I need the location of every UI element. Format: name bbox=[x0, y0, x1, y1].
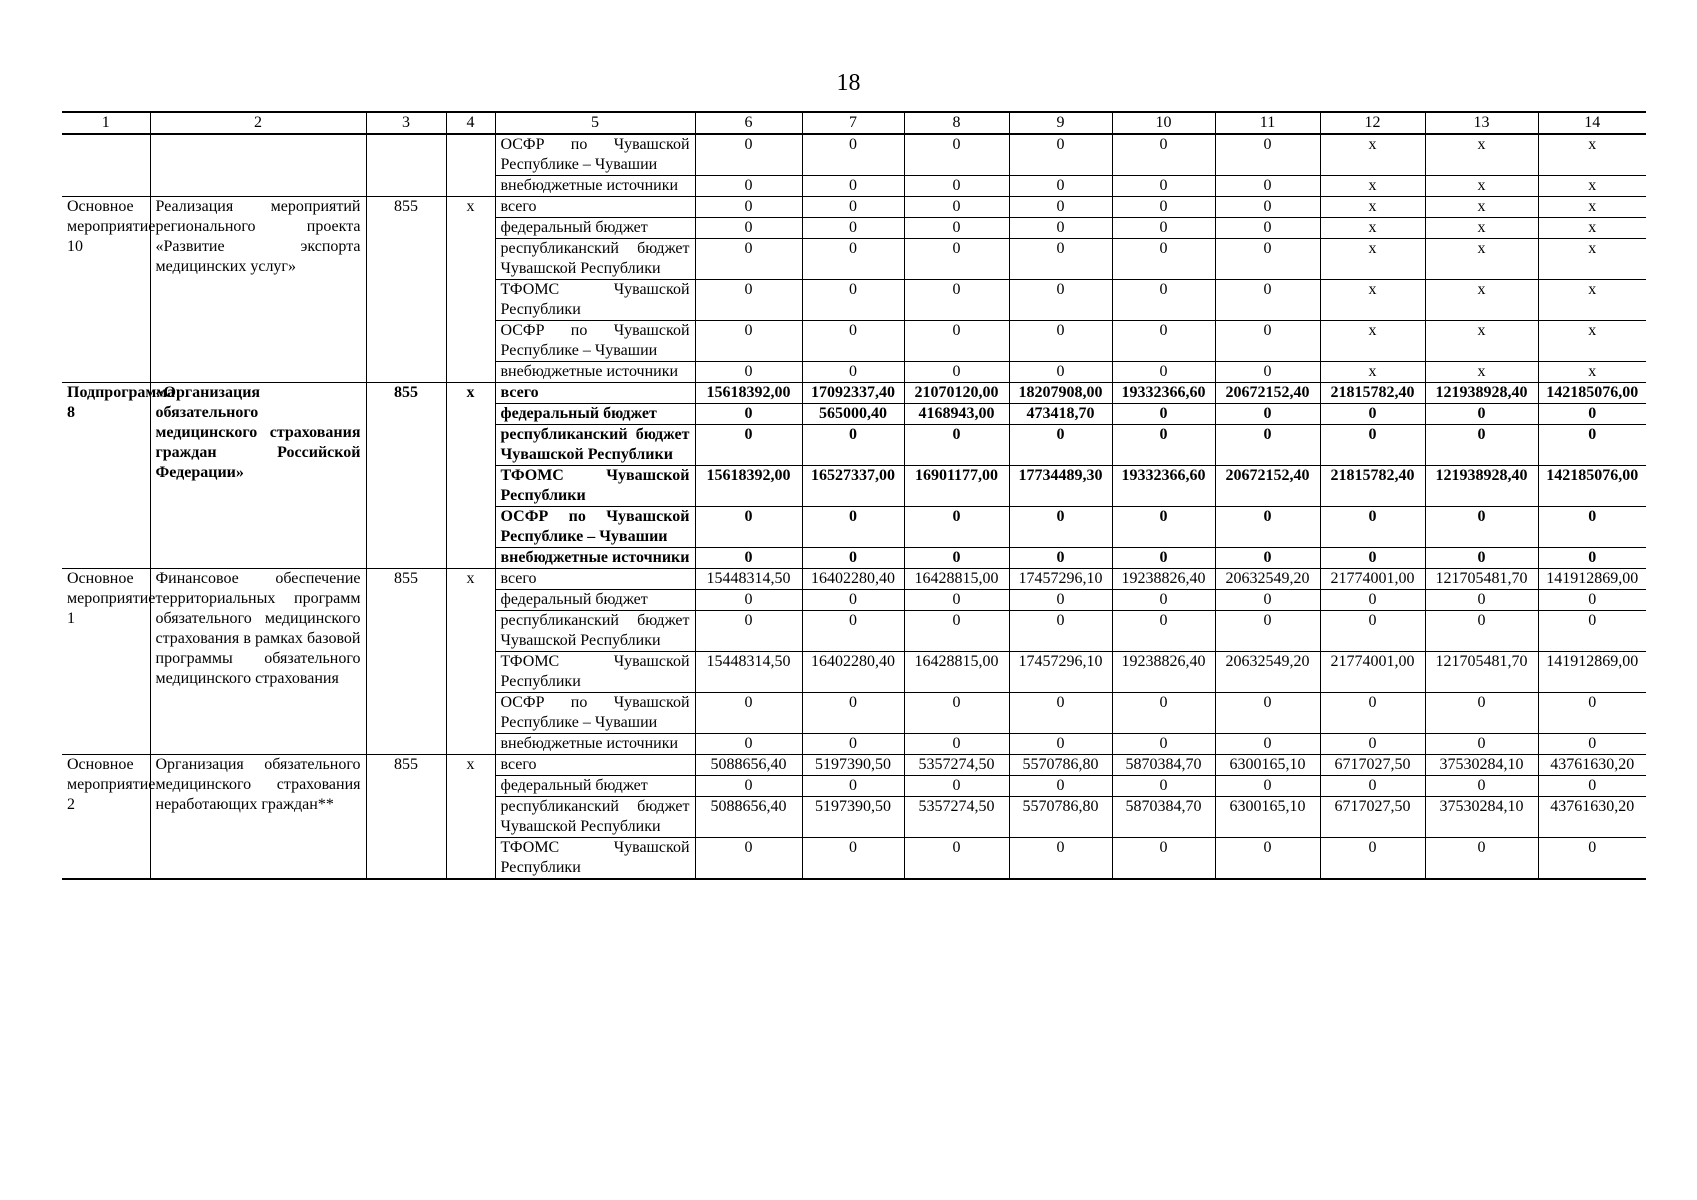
amount-cell: 6300165,10 bbox=[1215, 755, 1320, 776]
amount-cell: 5197390,50 bbox=[802, 797, 904, 838]
amount-cell: 0 bbox=[695, 197, 802, 218]
amount-cell: 5870384,70 bbox=[1112, 755, 1215, 776]
amount-cell: 0 bbox=[904, 507, 1009, 548]
funding-source-cell: федеральный бюджет bbox=[495, 590, 695, 611]
amount-cell: 0 bbox=[1425, 693, 1538, 734]
amount-cell: 0 bbox=[695, 218, 802, 239]
amount-cell: 0 bbox=[1320, 611, 1425, 652]
amount-cell: 0 bbox=[1215, 425, 1320, 466]
amount-cell: 6717027,50 bbox=[1320, 755, 1425, 776]
amount-cell: 0 bbox=[802, 362, 904, 383]
amount-cell: 0 bbox=[1009, 776, 1112, 797]
funding-source-cell: всего bbox=[495, 383, 695, 404]
amount-cell: 0 bbox=[1538, 838, 1646, 880]
amount-cell: 18207908,00 bbox=[1009, 383, 1112, 404]
amount-cell: 17734489,30 bbox=[1009, 466, 1112, 507]
amount-cell: x bbox=[1320, 280, 1425, 321]
funding-source-cell: внебюджетные источники bbox=[495, 362, 695, 383]
amount-cell: 0 bbox=[904, 734, 1009, 755]
funding-source-cell: ОСФР по Чувашской Республике – Чувашии bbox=[495, 134, 695, 176]
amount-cell: 0 bbox=[1009, 693, 1112, 734]
amount-cell: 0 bbox=[1009, 197, 1112, 218]
amount-cell: 0 bbox=[1112, 507, 1215, 548]
amount-cell: 0 bbox=[695, 134, 802, 176]
amount-cell: 0 bbox=[695, 838, 802, 880]
amount-cell: 0 bbox=[1112, 548, 1215, 569]
column-number-cell: 9 bbox=[1009, 112, 1112, 134]
amount-cell: 5357274,50 bbox=[904, 755, 1009, 776]
amount-cell: 121938928,40 bbox=[1425, 466, 1538, 507]
amount-cell: 0 bbox=[695, 693, 802, 734]
amount-cell: 20672152,40 bbox=[1215, 383, 1320, 404]
code-cell: 855 bbox=[366, 569, 446, 755]
program-name-cell: Финансовое обеспечение территориальных программ обязательного медицинского страхования в рамках базовой программы обязательного медицинского страхования bbox=[150, 569, 366, 755]
amount-cell: 19332366,60 bbox=[1112, 383, 1215, 404]
amount-cell: 0 bbox=[1215, 838, 1320, 880]
amount-cell: 19332366,60 bbox=[1112, 466, 1215, 507]
funding-source-cell: ОСФР по Чувашской Республике – Чувашии bbox=[495, 693, 695, 734]
amount-cell: 17092337,40 bbox=[802, 383, 904, 404]
amount-cell: 0 bbox=[904, 197, 1009, 218]
amount-cell: 0 bbox=[1112, 321, 1215, 362]
amount-cell: 19238826,40 bbox=[1112, 652, 1215, 693]
amount-cell: 0 bbox=[802, 776, 904, 797]
name-cell bbox=[150, 134, 366, 197]
amount-cell: 0 bbox=[1320, 734, 1425, 755]
amount-cell: 121938928,40 bbox=[1425, 383, 1538, 404]
amount-cell: 0 bbox=[1009, 280, 1112, 321]
funding-source-cell: внебюджетные источники bbox=[495, 176, 695, 197]
amount-cell: 0 bbox=[802, 548, 904, 569]
amount-cell: 141912869,00 bbox=[1538, 652, 1646, 693]
column-number-cell: 13 bbox=[1425, 112, 1538, 134]
amount-cell: 142185076,00 bbox=[1538, 383, 1646, 404]
amount-cell: 0 bbox=[1009, 134, 1112, 176]
amount-cell: 565000,40 bbox=[802, 404, 904, 425]
table-body bbox=[62, 112, 1646, 879]
amount-cell: 0 bbox=[1425, 734, 1538, 755]
column-number-cell: 5 bbox=[495, 112, 695, 134]
amount-cell: 0 bbox=[1112, 776, 1215, 797]
amount-cell: x bbox=[1320, 239, 1425, 280]
amount-cell: 37530284,10 bbox=[1425, 797, 1538, 838]
amount-cell: 19238826,40 bbox=[1112, 569, 1215, 590]
funding-source-cell: внебюджетные источники bbox=[495, 734, 695, 755]
amount-cell: 20672152,40 bbox=[1215, 466, 1320, 507]
amount-cell: 4168943,00 bbox=[904, 404, 1009, 425]
amount-cell: 0 bbox=[695, 776, 802, 797]
column-number-row bbox=[62, 112, 1646, 134]
amount-cell: 142185076,00 bbox=[1538, 466, 1646, 507]
amount-cell: x bbox=[1538, 218, 1646, 239]
funding-source-cell: ТФОМС Чувашской Республики bbox=[495, 280, 695, 321]
column-number-cell: 1 bbox=[62, 112, 150, 134]
funding-source-cell: федеральный бюджет bbox=[495, 218, 695, 239]
amount-cell: 0 bbox=[802, 425, 904, 466]
amount-cell: 0 bbox=[695, 176, 802, 197]
column-number-cell: 14 bbox=[1538, 112, 1646, 134]
amount-cell: 0 bbox=[802, 693, 904, 734]
column-number-cell: 6 bbox=[695, 112, 802, 134]
amount-cell: 5088656,40 bbox=[695, 797, 802, 838]
funding-source-cell: ОСФР по Чувашской Республике – Чувашии bbox=[495, 321, 695, 362]
amount-cell: x bbox=[1538, 134, 1646, 176]
amount-cell: 0 bbox=[904, 176, 1009, 197]
amount-cell: 0 bbox=[802, 321, 904, 362]
table-row bbox=[62, 197, 1646, 218]
amount-cell: 0 bbox=[1009, 734, 1112, 755]
column-number-cell: 4 bbox=[446, 112, 495, 134]
column-number-cell: 2 bbox=[150, 112, 366, 134]
amount-cell: x bbox=[1538, 321, 1646, 362]
amount-cell: 21070120,00 bbox=[904, 383, 1009, 404]
amount-cell: 0 bbox=[1215, 507, 1320, 548]
amount-cell: 0 bbox=[1320, 507, 1425, 548]
amount-cell: x bbox=[1320, 362, 1425, 383]
program-status-cell: Подпрограмма 8 bbox=[62, 383, 150, 569]
amount-cell: 5570786,80 bbox=[1009, 797, 1112, 838]
amount-cell: 0 bbox=[1215, 548, 1320, 569]
amount-cell: x bbox=[1320, 197, 1425, 218]
column-number-cell: 11 bbox=[1215, 112, 1320, 134]
amount-cell: 0 bbox=[1320, 838, 1425, 880]
funding-source-cell: ТФОМС Чувашской Республики bbox=[495, 466, 695, 507]
amount-cell: 0 bbox=[904, 280, 1009, 321]
table-row bbox=[62, 383, 1646, 404]
funding-source-cell: ТФОМС Чувашской Республики bbox=[495, 652, 695, 693]
amount-cell: 0 bbox=[1320, 776, 1425, 797]
amount-cell: x bbox=[1425, 218, 1538, 239]
code-cell bbox=[446, 134, 495, 197]
amount-cell: 0 bbox=[1215, 239, 1320, 280]
amount-cell: x bbox=[1425, 239, 1538, 280]
amount-cell: 15448314,50 bbox=[695, 652, 802, 693]
funding-source-cell: республиканский бюджет Чувашской Республики bbox=[495, 611, 695, 652]
amount-cell: 0 bbox=[1009, 838, 1112, 880]
amount-cell: 16527337,00 bbox=[802, 466, 904, 507]
amount-cell: 5357274,50 bbox=[904, 797, 1009, 838]
amount-cell: 0 bbox=[1112, 611, 1215, 652]
amount-cell: x bbox=[1425, 197, 1538, 218]
code-cell: x bbox=[446, 569, 495, 755]
amount-cell: 0 bbox=[1112, 734, 1215, 755]
amount-cell: 37530284,10 bbox=[1425, 755, 1538, 776]
funding-source-cell: республиканский бюджет Чувашской Республики bbox=[495, 239, 695, 280]
amount-cell: 0 bbox=[904, 239, 1009, 280]
funding-source-cell: всего bbox=[495, 755, 695, 776]
amount-cell: x bbox=[1425, 280, 1538, 321]
amount-cell: 0 bbox=[1425, 590, 1538, 611]
amount-cell: x bbox=[1425, 134, 1538, 176]
amount-cell: 16402280,40 bbox=[802, 652, 904, 693]
program-name-cell: «Организация обязательного медицинского страхования граждан Российской Федерации» bbox=[150, 383, 366, 569]
amount-cell: 0 bbox=[1112, 838, 1215, 880]
amount-cell: 0 bbox=[1112, 404, 1215, 425]
amount-cell: 0 bbox=[802, 134, 904, 176]
amount-cell: 0 bbox=[1009, 321, 1112, 362]
amount-cell: 5570786,80 bbox=[1009, 755, 1112, 776]
amount-cell: 17457296,10 bbox=[1009, 652, 1112, 693]
amount-cell: 121705481,70 bbox=[1425, 569, 1538, 590]
amount-cell: 15448314,50 bbox=[695, 569, 802, 590]
amount-cell: 141912869,00 bbox=[1538, 569, 1646, 590]
amount-cell: 5197390,50 bbox=[802, 755, 904, 776]
amount-cell: 43761630,20 bbox=[1538, 755, 1646, 776]
program-name-cell: Реализация мероприятий регионального проекта «Развитие экспорта медицинских услуг» bbox=[150, 197, 366, 383]
code-cell bbox=[366, 134, 446, 197]
amount-cell: 0 bbox=[802, 590, 904, 611]
amount-cell: 0 bbox=[1425, 507, 1538, 548]
amount-cell: x bbox=[1425, 321, 1538, 362]
amount-cell: 0 bbox=[1538, 425, 1646, 466]
amount-cell: x bbox=[1320, 218, 1425, 239]
code-cell: x bbox=[446, 755, 495, 880]
amount-cell: 0 bbox=[1425, 776, 1538, 797]
amount-cell: 0 bbox=[802, 280, 904, 321]
amount-cell: 0 bbox=[1215, 321, 1320, 362]
funding-source-cell: федеральный бюджет bbox=[495, 404, 695, 425]
amount-cell: 0 bbox=[802, 734, 904, 755]
amount-cell: 0 bbox=[904, 362, 1009, 383]
amount-cell: 0 bbox=[1320, 404, 1425, 425]
amount-cell: 473418,70 bbox=[1009, 404, 1112, 425]
table-row bbox=[62, 569, 1646, 590]
amount-cell: 17457296,10 bbox=[1009, 569, 1112, 590]
amount-cell: 0 bbox=[1215, 134, 1320, 176]
amount-cell: x bbox=[1425, 176, 1538, 197]
amount-cell: x bbox=[1538, 239, 1646, 280]
amount-cell: 0 bbox=[1215, 218, 1320, 239]
amount-cell: 0 bbox=[1112, 362, 1215, 383]
amount-cell: x bbox=[1425, 362, 1538, 383]
amount-cell: 0 bbox=[695, 507, 802, 548]
amount-cell: 0 bbox=[1538, 548, 1646, 569]
amount-cell: 0 bbox=[695, 590, 802, 611]
program-name-cell: Организация обязательного медицинского страхования неработающих граждан** bbox=[150, 755, 366, 880]
amount-cell: 16901177,00 bbox=[904, 466, 1009, 507]
program-status-cell: Основное мероприятие 2 bbox=[62, 755, 150, 880]
amount-cell: 0 bbox=[1112, 280, 1215, 321]
amount-cell: 20632549,20 bbox=[1215, 569, 1320, 590]
amount-cell: 0 bbox=[1320, 693, 1425, 734]
column-number-cell: 8 bbox=[904, 112, 1009, 134]
amount-cell: 0 bbox=[695, 239, 802, 280]
amount-cell: 0 bbox=[1112, 425, 1215, 466]
column-number-cell: 3 bbox=[366, 112, 446, 134]
amount-cell: 0 bbox=[695, 280, 802, 321]
amount-cell: 0 bbox=[802, 507, 904, 548]
amount-cell: 0 bbox=[1538, 590, 1646, 611]
amount-cell: x bbox=[1320, 176, 1425, 197]
amount-cell: 0 bbox=[904, 425, 1009, 466]
amount-cell: 0 bbox=[1215, 197, 1320, 218]
amount-cell: 0 bbox=[1215, 176, 1320, 197]
amount-cell: 0 bbox=[802, 611, 904, 652]
status-cell bbox=[62, 134, 150, 197]
amount-cell: 0 bbox=[1538, 693, 1646, 734]
amount-cell: 0 bbox=[1112, 218, 1215, 239]
amount-cell: 0 bbox=[1009, 218, 1112, 239]
amount-cell: 21815782,40 bbox=[1320, 466, 1425, 507]
amount-cell: 0 bbox=[1009, 548, 1112, 569]
amount-cell: 0 bbox=[1320, 548, 1425, 569]
amount-cell: 0 bbox=[1009, 176, 1112, 197]
amount-cell: 0 bbox=[1215, 776, 1320, 797]
amount-cell: x bbox=[1538, 362, 1646, 383]
amount-cell: 0 bbox=[802, 176, 904, 197]
amount-cell: 20632549,20 bbox=[1215, 652, 1320, 693]
amount-cell: 0 bbox=[802, 239, 904, 280]
amount-cell: 0 bbox=[1215, 590, 1320, 611]
table-row bbox=[62, 755, 1646, 776]
amount-cell: 0 bbox=[695, 321, 802, 362]
table-row bbox=[62, 134, 1646, 176]
amount-cell: 0 bbox=[1538, 734, 1646, 755]
program-status-cell: Основное мероприятие 10 bbox=[62, 197, 150, 383]
amount-cell: 5088656,40 bbox=[695, 755, 802, 776]
code-cell: x bbox=[446, 383, 495, 569]
amount-cell: 21815782,40 bbox=[1320, 383, 1425, 404]
amount-cell: 121705481,70 bbox=[1425, 652, 1538, 693]
amount-cell: 0 bbox=[1425, 404, 1538, 425]
amount-cell: 0 bbox=[1009, 362, 1112, 383]
amount-cell: 0 bbox=[904, 838, 1009, 880]
amount-cell: 0 bbox=[1009, 590, 1112, 611]
funding-source-cell: всего bbox=[495, 197, 695, 218]
amount-cell: 0 bbox=[1215, 734, 1320, 755]
amount-cell: 15618392,00 bbox=[695, 466, 802, 507]
amount-cell: 0 bbox=[695, 611, 802, 652]
funding-source-cell: ТФОМС Чувашской Республики bbox=[495, 838, 695, 880]
amount-cell: 0 bbox=[904, 321, 1009, 362]
amount-cell: 0 bbox=[1215, 404, 1320, 425]
amount-cell: 0 bbox=[904, 134, 1009, 176]
amount-cell: 0 bbox=[1425, 611, 1538, 652]
column-number-cell: 10 bbox=[1112, 112, 1215, 134]
amount-cell: 0 bbox=[1009, 611, 1112, 652]
code-cell: 855 bbox=[366, 197, 446, 383]
amount-cell: 0 bbox=[695, 362, 802, 383]
amount-cell: 0 bbox=[1112, 693, 1215, 734]
amount-cell: 0 bbox=[1538, 776, 1646, 797]
amount-cell: 0 bbox=[1215, 362, 1320, 383]
funding-source-cell: внебюджетные источники bbox=[495, 548, 695, 569]
amount-cell: 16428815,00 bbox=[904, 652, 1009, 693]
amount-cell: 21774001,00 bbox=[1320, 569, 1425, 590]
funding-source-cell: республиканский бюджет Чувашской Республики bbox=[495, 797, 695, 838]
amount-cell: 0 bbox=[695, 425, 802, 466]
amount-cell: 0 bbox=[1215, 611, 1320, 652]
amount-cell: 0 bbox=[1112, 176, 1215, 197]
amount-cell: 0 bbox=[1112, 134, 1215, 176]
amount-cell: 43761630,20 bbox=[1538, 797, 1646, 838]
amount-cell: 0 bbox=[1009, 425, 1112, 466]
amount-cell: 0 bbox=[1112, 590, 1215, 611]
amount-cell: 0 bbox=[904, 548, 1009, 569]
column-number-cell: 12 bbox=[1320, 112, 1425, 134]
funding-source-cell: республиканский бюджет Чувашской Республики bbox=[495, 425, 695, 466]
amount-cell: 0 bbox=[695, 548, 802, 569]
amount-cell: 0 bbox=[904, 693, 1009, 734]
funding-source-cell: ОСФР по Чувашской Республике – Чувашии bbox=[495, 507, 695, 548]
page-number: 18 bbox=[836, 70, 861, 96]
program-status-cell: Основное мероприятие 1 bbox=[62, 569, 150, 755]
amount-cell: x bbox=[1320, 321, 1425, 362]
amount-cell: 0 bbox=[1425, 548, 1538, 569]
amount-cell: 0 bbox=[695, 734, 802, 755]
amount-cell: x bbox=[1538, 197, 1646, 218]
amount-cell: 6300165,10 bbox=[1215, 797, 1320, 838]
amount-cell: 0 bbox=[1425, 425, 1538, 466]
code-cell: 855 bbox=[366, 755, 446, 880]
amount-cell: 16428815,00 bbox=[904, 569, 1009, 590]
amount-cell: 0 bbox=[1320, 590, 1425, 611]
amount-cell: x bbox=[1538, 176, 1646, 197]
code-cell: 855 bbox=[366, 383, 446, 569]
amount-cell: 0 bbox=[1538, 611, 1646, 652]
funding-source-cell: всего bbox=[495, 569, 695, 590]
amount-cell: 0 bbox=[1215, 693, 1320, 734]
amount-cell: 16402280,40 bbox=[802, 569, 904, 590]
amount-cell: 0 bbox=[802, 218, 904, 239]
amount-cell: 15618392,00 bbox=[695, 383, 802, 404]
amount-cell: 0 bbox=[695, 404, 802, 425]
amount-cell: 0 bbox=[1425, 838, 1538, 880]
amount-cell: 0 bbox=[802, 838, 904, 880]
amount-cell: 0 bbox=[904, 776, 1009, 797]
amount-cell: x bbox=[1538, 280, 1646, 321]
amount-cell: 21774001,00 bbox=[1320, 652, 1425, 693]
code-cell: x bbox=[446, 197, 495, 383]
amount-cell: 0 bbox=[1538, 404, 1646, 425]
amount-cell: 5870384,70 bbox=[1112, 797, 1215, 838]
amount-cell: 0 bbox=[1215, 280, 1320, 321]
amount-cell: 0 bbox=[1009, 239, 1112, 280]
column-number-cell: 7 bbox=[802, 112, 904, 134]
amount-cell: 0 bbox=[1112, 197, 1215, 218]
budget-table bbox=[62, 111, 1646, 880]
amount-cell: 0 bbox=[904, 611, 1009, 652]
amount-cell: 6717027,50 bbox=[1320, 797, 1425, 838]
amount-cell: 0 bbox=[802, 197, 904, 218]
amount-cell: 0 bbox=[1112, 239, 1215, 280]
amount-cell: 0 bbox=[1538, 507, 1646, 548]
amount-cell: 0 bbox=[904, 218, 1009, 239]
amount-cell: 0 bbox=[904, 590, 1009, 611]
amount-cell: 0 bbox=[1009, 507, 1112, 548]
amount-cell: x bbox=[1320, 134, 1425, 176]
amount-cell: 0 bbox=[1320, 425, 1425, 466]
funding-source-cell: федеральный бюджет bbox=[495, 776, 695, 797]
